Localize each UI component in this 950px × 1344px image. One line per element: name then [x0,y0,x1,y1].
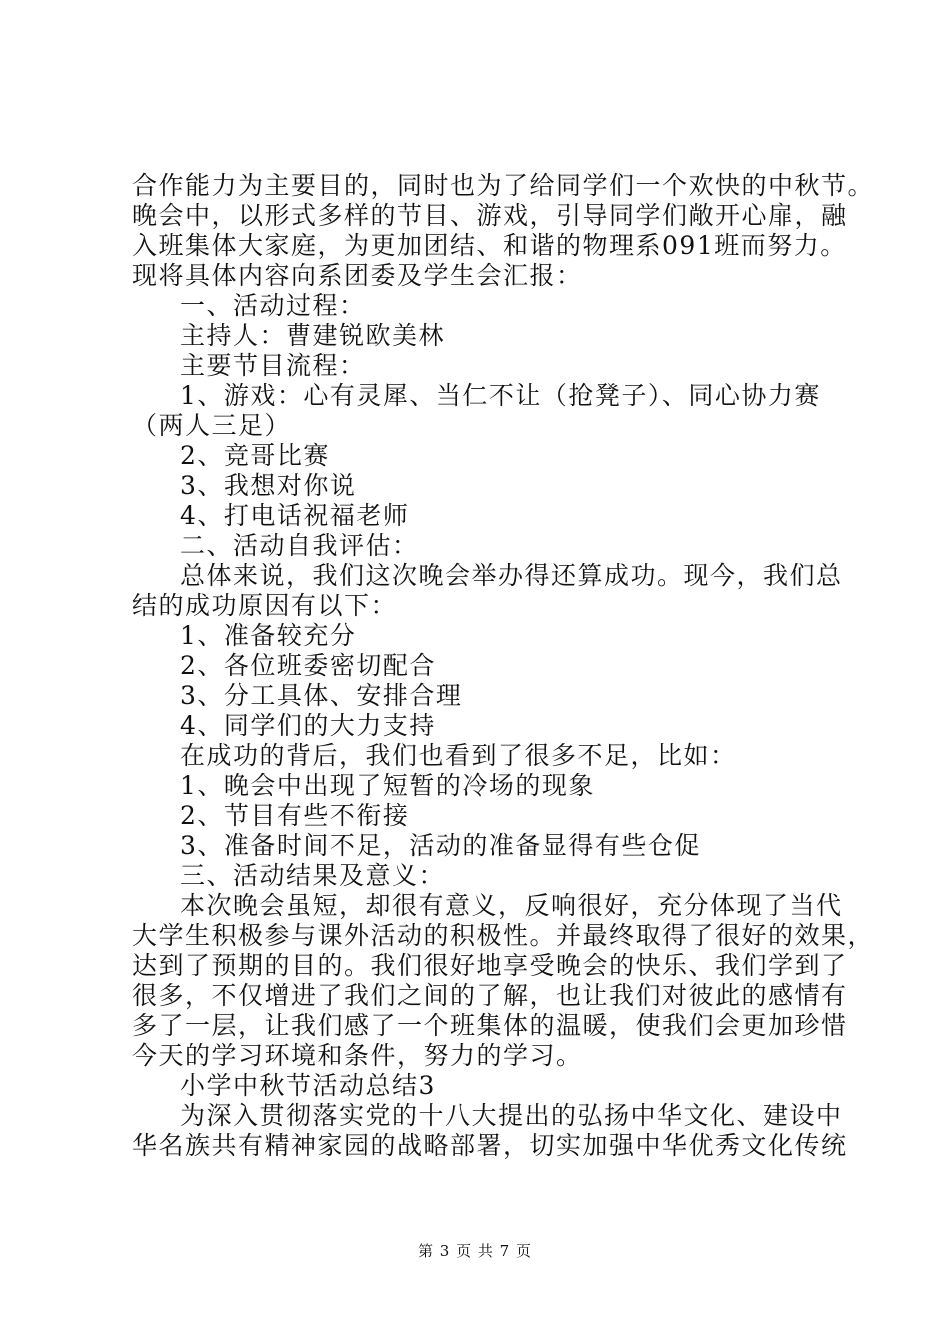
page-footer: 第 3 页 共 7 页 [418,1242,532,1260]
text-line: 4、同学们的大力支持 [180,711,436,740]
text-line: 现将具体内容向系团委及学生会汇报： [132,261,583,290]
text-line: 结的成功原因有以下： [132,591,398,620]
text-line: 达到了预期的目的。我们很好地享受晚会的快乐、我们学到了 [132,951,848,980]
text-line: 今天的学习环境和条件，努力的学习。 [132,1041,583,1070]
document-body [132,171,875,1161]
text-line: 1、准备较充分 [180,621,357,650]
text-line: 1、游戏：心有灵犀、当仁不让（抢凳子）、同心协力赛 [180,381,821,410]
text-line: 入班集体大家庭，为更加团结、和谐的物理系091班而努力。 [132,231,847,260]
text-line: 主要节目流程： [180,351,366,380]
text-line: 2、各位班委密切配合 [180,651,436,680]
text-line: 二、活动自我评估： [180,531,419,560]
text-line: 大学生积极参与课外活动的积极性。并最终取得了很好的效果， [132,921,875,950]
text-line: 合作能力为主要目的，同时也为了给同学们一个欢快的中秋节。 [132,171,875,200]
text-line: 1、晚会中出现了短暂的冷场的现象 [180,771,595,800]
text-line: 为深入贯彻落实党的十八大提出的弘扬中华文化、建设中 [180,1101,843,1130]
text-line: 2、竞哥比赛 [180,441,330,470]
text-line: 华名族共有精神家园的战略部署，切实加强中华优秀文化传统 [132,1131,848,1160]
text-line: 2、节目有些不衔接 [180,801,410,830]
text-line: 一、活动过程： [180,291,366,320]
text-line: 晚会中，以形式多样的节目、游戏，引导同学们敞开心扉，融 [132,201,848,230]
text-line: 总体来说，我们这次晚会举办得还算成功。现今，我们总 [180,561,843,590]
text-line: 小学中秋节活动总结3 [180,1071,436,1100]
text-line: 本次晚会虽短，却很有意义，反响很好，充分体现了当代 [180,891,843,920]
text-line: 三、活动结果及意义： [180,861,446,890]
text-line: 3、准备时间不足，活动的准备显得有些仓促 [180,831,701,860]
text-line: 3、分工具体、安排合理 [180,681,463,710]
text-line: 在成功的背后，我们也看到了很多不足，比如： [180,741,737,770]
text-line: 很多，不仅增进了我们之间的了解，也让我们对彼此的感情有 [132,981,848,1010]
text-line: 3、我想对你说 [180,471,357,500]
text-line: 主持人：曹建锐欧美林 [180,321,446,350]
text-line: 4、打电话祝福老师 [180,501,410,530]
text-line: 多了一层，让我们感了一个班集体的温暖，使我们会更加珍惜 [132,1011,848,1040]
text-line: （两人三足） [132,411,292,440]
